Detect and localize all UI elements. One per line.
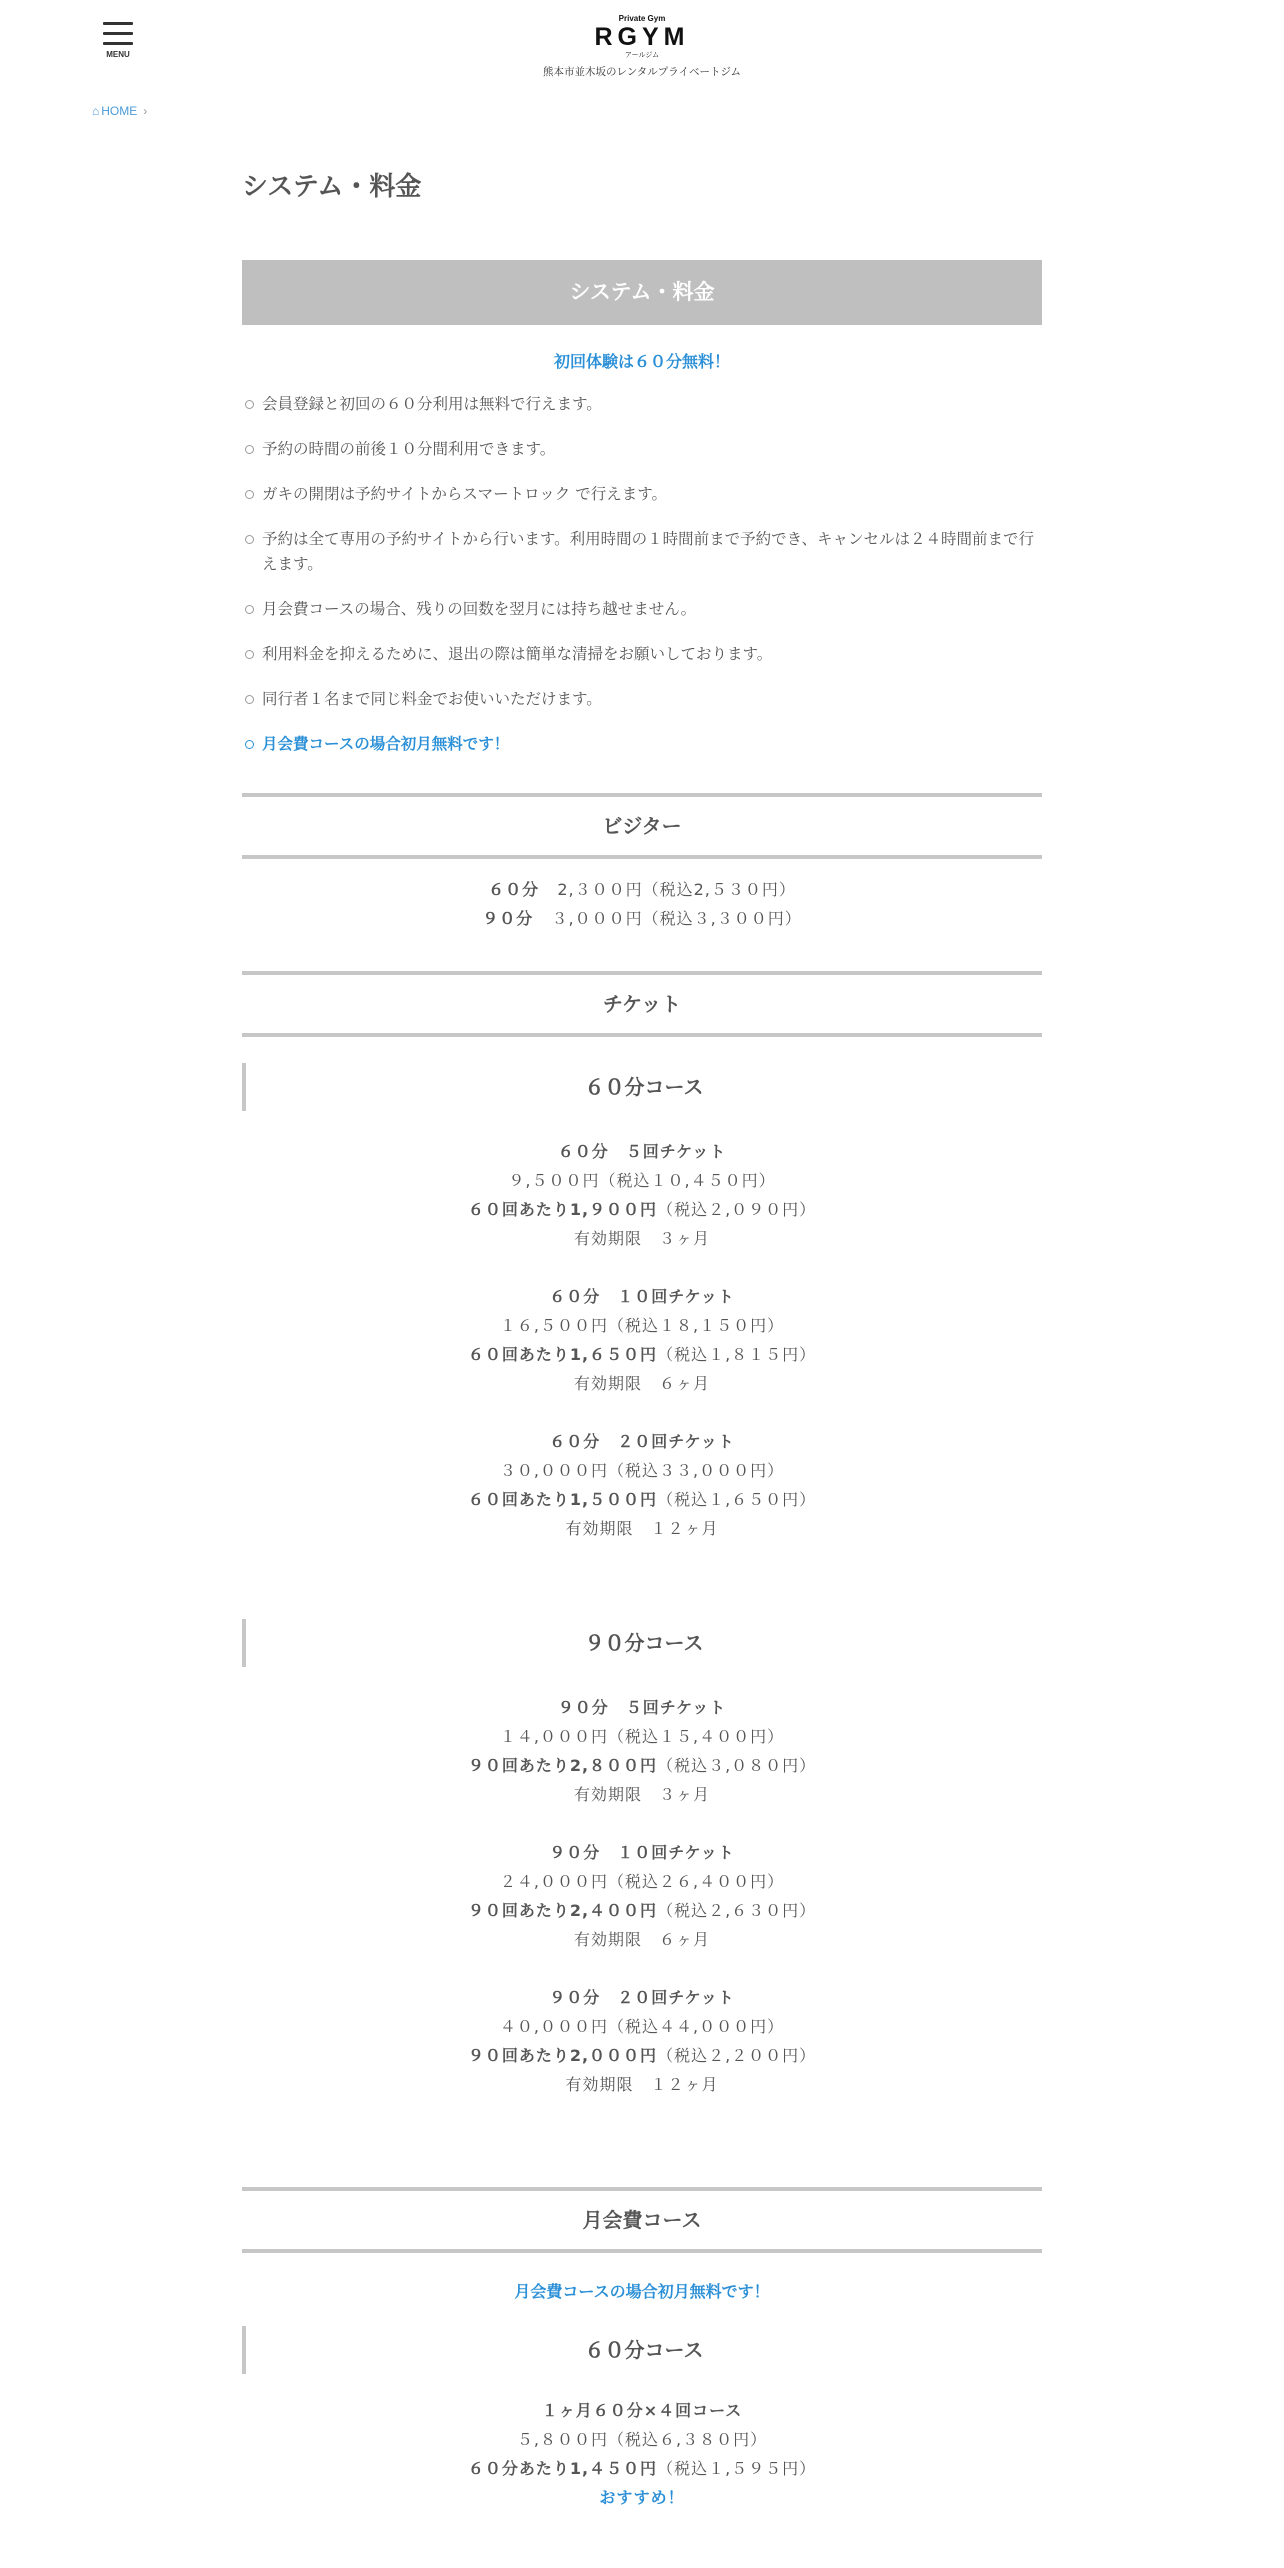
trial-note: 初回体験は６０分無料！ [553, 352, 730, 371]
breadcrumb-home-link[interactable]: HOME [101, 104, 138, 118]
ticket-plan: ６０分 １０回チケット １６,５００円（税込１８,１５０円） ６０回あたり1,６５０円（税込１,８１５円） 有効期限 ６ヶ月 [467, 1287, 817, 1393]
monthly-note: 月会費コースの場合初月無料です！ [514, 2282, 770, 2301]
system-section-header: システム・料金 [242, 260, 1042, 325]
visitor-price-row: ６０分 2,３００円（税込2,５３０円） [488, 880, 796, 899]
monthly-60-course-title: ６０分コース [242, 2326, 1042, 2374]
list-item: ガキの開閉は予約サイトからスマートロック で行えます。 [242, 482, 1042, 507]
monthly-plan: １ヶ月６０分×４回コース ５,８００円（税込６,３８０円） ６０分あたり1,４５０円（税込１,５９５円） おすすめ！ [242, 2396, 1042, 2512]
recommend-label: おすすめ！ [599, 2488, 685, 2507]
site-tagline: 熊本市並木坂のレンタルプライベートジム [542, 66, 742, 78]
ticket-60-plans [242, 1137, 1042, 1543]
logo-text: RGYM [594, 23, 690, 51]
ticket-plan: ９０分 ５回チケット １４,０００円（税込１５,４００円） ９０回あたり2,８００円（税込３,０８０円） 有効期限 ３ヶ月 [467, 1698, 817, 1804]
home-icon: ⌂ [92, 104, 100, 118]
ticket-90-plans [242, 1693, 1042, 2099]
breadcrumb [92, 104, 147, 118]
list-item: 予約の時間の前後１０分間利用できます。 [242, 437, 1042, 462]
ticket-60-course-title: ６０分コース [242, 1063, 1042, 1111]
menu-label: MENU [106, 50, 130, 59]
main-content [242, 260, 1042, 2512]
list-item: 月会費コースの場合、残りの回数を翌月には持ち越せません。 [242, 597, 1042, 622]
visitor-prices [242, 875, 1042, 933]
list-item: 予約は全て専用の予約サイトから行います。利用時間の１時間前まで予約でき、キャンセルは２４時間前まで行えます。 [242, 527, 1042, 577]
ticket-plan: ９０分 １０回チケット ２４,０００円（税込２６,４００円） ９０回あたり2,４００円（税込２,６３０円） 有効期限 ６ヶ月 [467, 1843, 817, 1949]
site-header [0, 0, 1284, 90]
visitor-price-row: ９０分 ３,０００円（税込３,３００円） [482, 909, 802, 928]
ticket-plan: ６０分 ２０回チケット ３０,０００円（税込３３,０００円） ６０回あたり1,５００円（税込１,６５０円） 有効期限 １２ヶ月 [467, 1432, 817, 1538]
ticket-plan: ９０分 ２０回チケット ４０,０００円（税込４４,０００円） ９０回あたり2,０００円（税込２,２００円） 有効期限 １２ヶ月 [467, 1988, 817, 2094]
system-rules-list [242, 392, 1042, 757]
list-item: 利用料金を抑えるために、退出の際は簡単な清掃をお願いしております。 [242, 642, 1042, 667]
list-item: 会員登録と初回の６０分利用は無料で行えます。 [242, 392, 1042, 417]
ticket-plan: ６０分 ５回チケット ９,５００円（税込１０,４５０円） ６０回あたり1,９００円（税込２,０９０円） 有効期限 ３ヶ月 [467, 1142, 817, 1248]
page-title: システム・料金 [242, 172, 422, 202]
logo-kana: アールジム [624, 51, 660, 59]
ticket-section-header: チケット [242, 971, 1042, 1037]
monthly-section-header: 月会費コース [242, 2187, 1042, 2253]
list-item-highlight: 月会費コースの場合初月無料です！ [242, 732, 1042, 757]
visitor-section-header: ビジター [242, 793, 1042, 859]
chevron-right-icon: › [143, 104, 148, 118]
ticket-90-course-title: ９０分コース [242, 1619, 1042, 1667]
site-logo[interactable] [0, 14, 1284, 79]
logo-small-text: Private Gym [618, 14, 666, 23]
list-item: 同行者１名まで同じ料金でお使いいただけます。 [242, 687, 1042, 712]
